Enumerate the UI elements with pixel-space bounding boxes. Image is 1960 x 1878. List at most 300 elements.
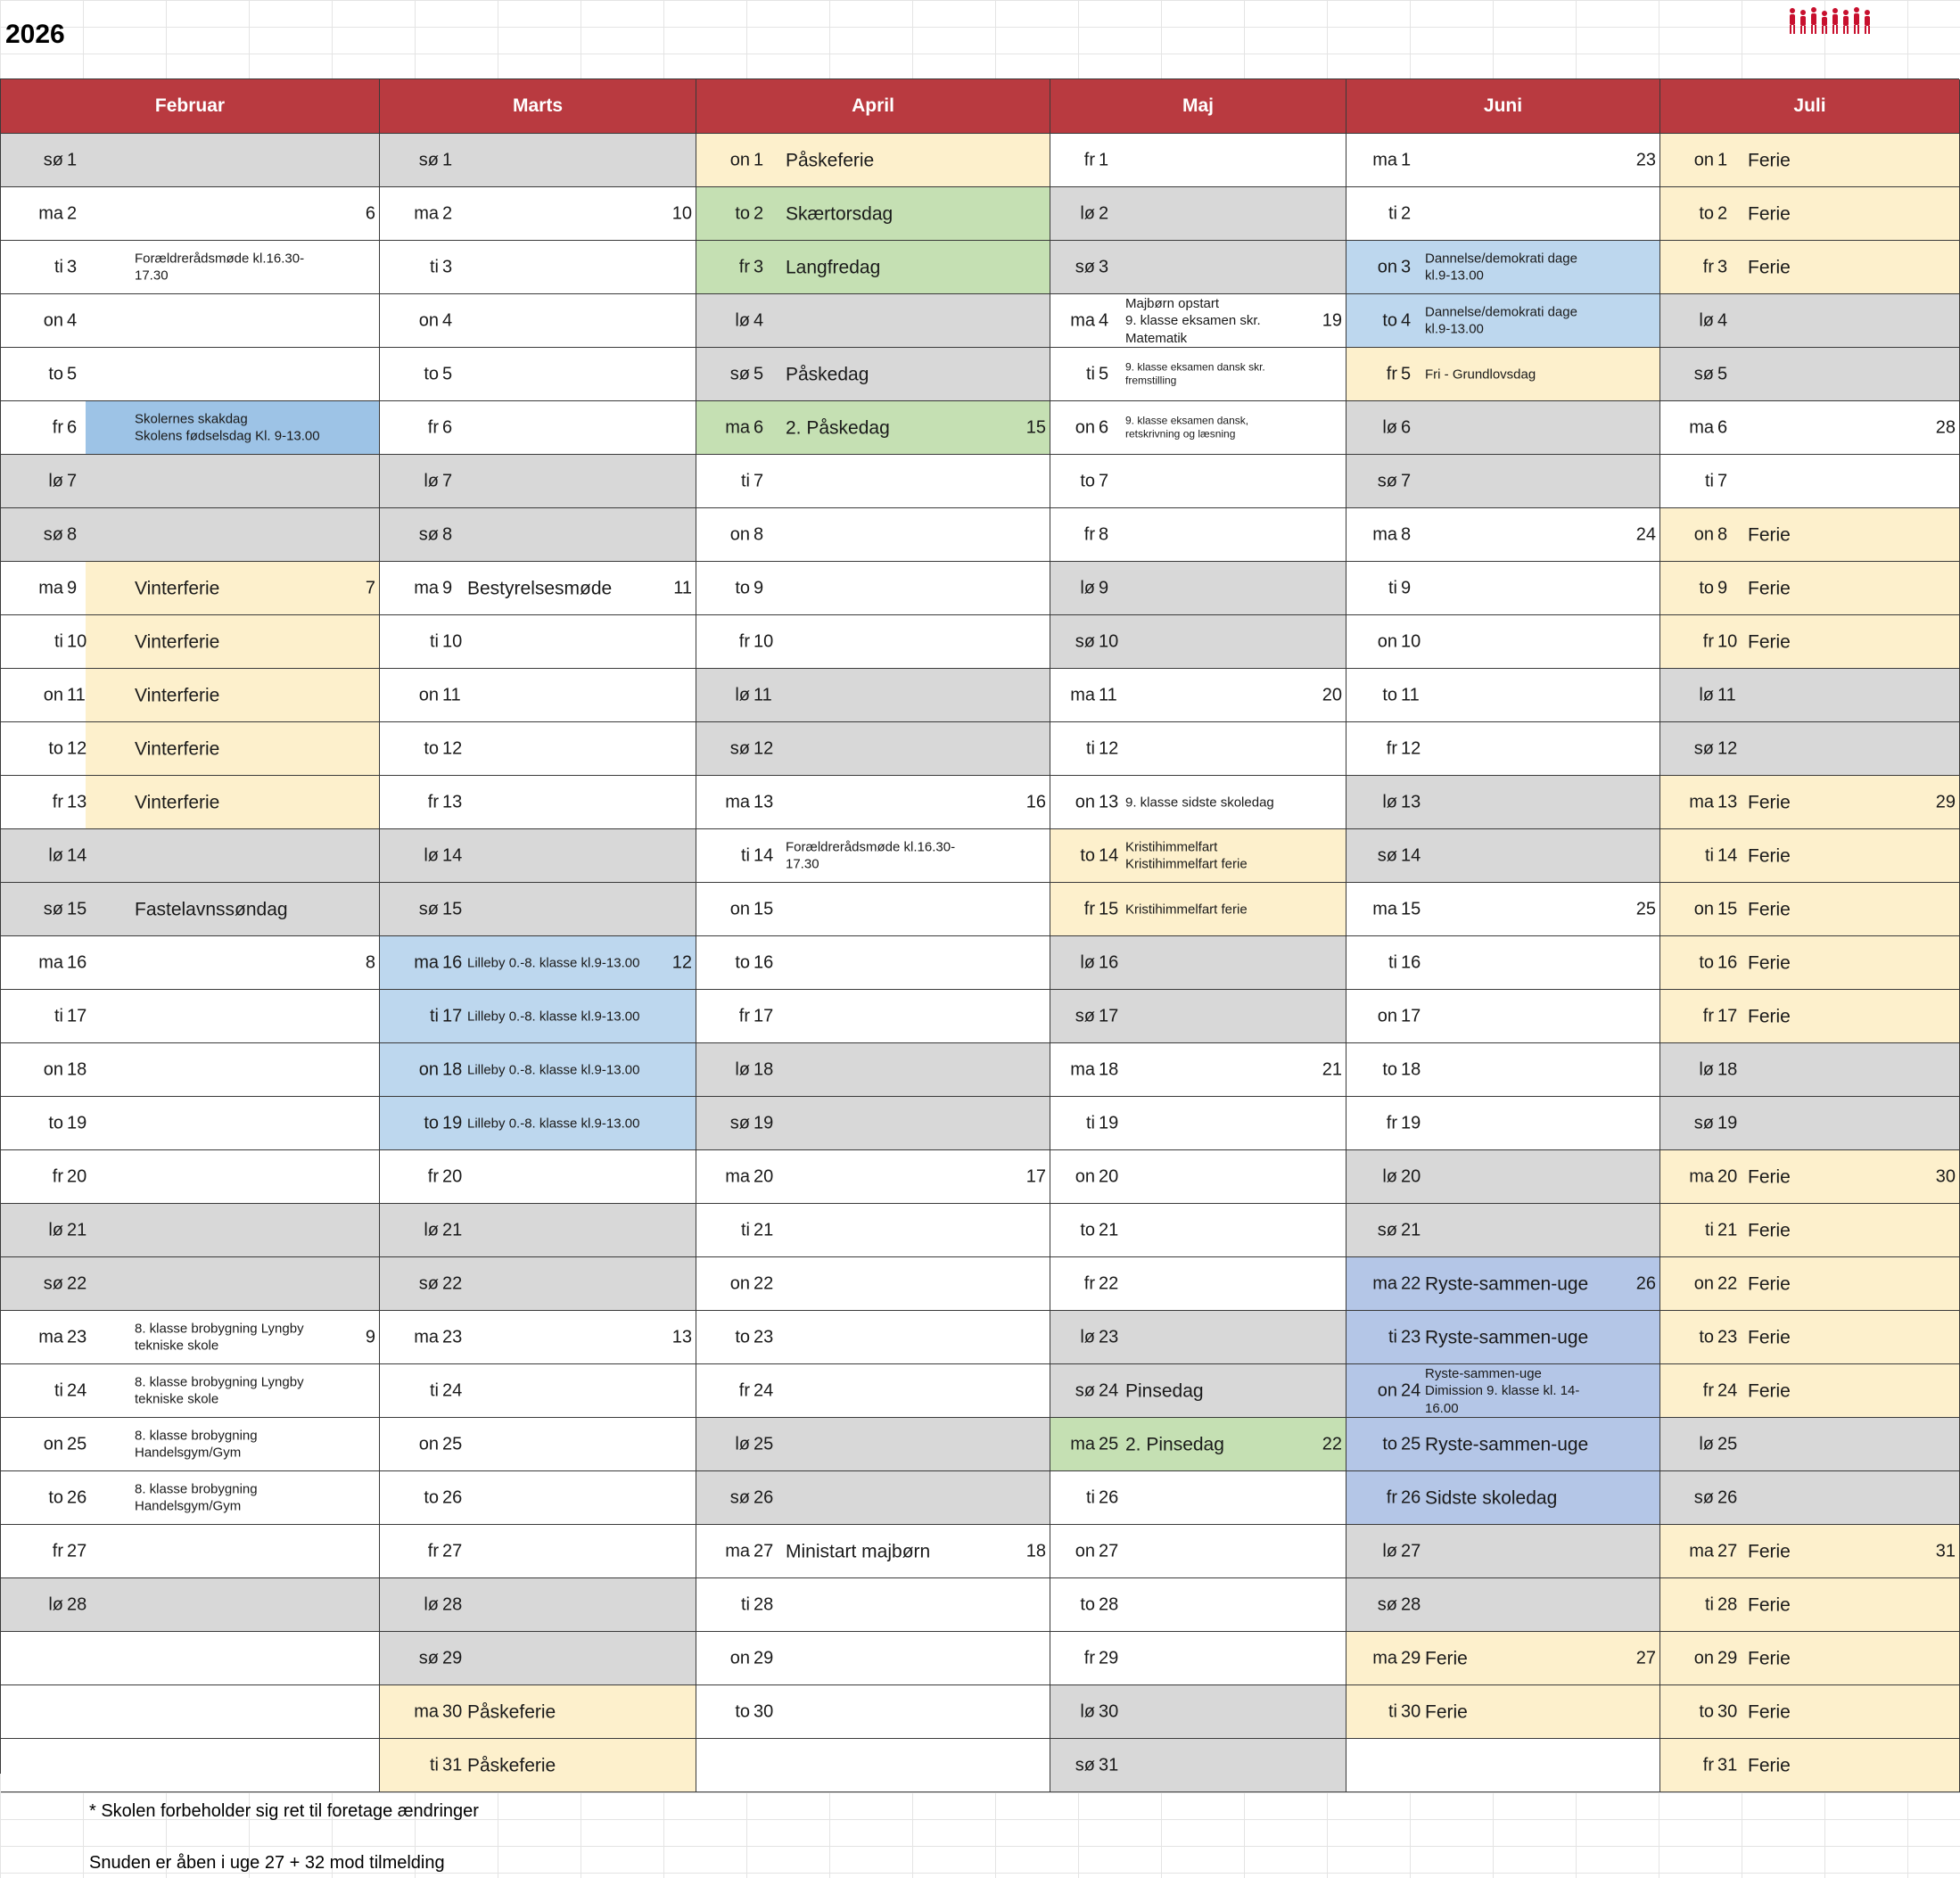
- week-number: 28: [1935, 417, 1956, 437]
- weekday-label: sø: [43, 524, 63, 544]
- day-cell[interactable]: [1, 455, 380, 508]
- day-cell[interactable]: [1346, 1418, 1660, 1471]
- day-number: 11: [1099, 685, 1117, 704]
- day-cell[interactable]: [1660, 455, 1960, 508]
- day-cell[interactable]: [1346, 1043, 1660, 1097]
- day-cell[interactable]: [380, 134, 696, 187]
- day-number: 20: [1717, 1166, 1738, 1186]
- empty-cell: [1, 1739, 380, 1792]
- day-cell[interactable]: [1, 1043, 380, 1097]
- day-cell[interactable]: [380, 562, 696, 615]
- weekday-label: to: [424, 1113, 439, 1133]
- day-cell[interactable]: [1660, 1418, 1960, 1471]
- weekday-label: fr: [1386, 1487, 1397, 1507]
- day-cell[interactable]: [1050, 1578, 1346, 1632]
- event-text: Ferie: [1748, 844, 1791, 866]
- day-cell[interactable]: [1050, 1685, 1346, 1739]
- day-number: 9: [442, 578, 453, 597]
- day-cell[interactable]: [1660, 1204, 1960, 1257]
- day-cell[interactable]: [696, 990, 1050, 1043]
- weekday-label: lø: [735, 310, 750, 330]
- day-cell[interactable]: [1, 669, 380, 722]
- day-cell[interactable]: [696, 829, 1050, 883]
- day-number: 8: [67, 524, 78, 544]
- day-number: 28: [1099, 1594, 1119, 1614]
- calendar-grid: [0, 78, 1959, 1774]
- day-cell[interactable]: [380, 1043, 696, 1097]
- weekday-label: ti: [54, 257, 63, 276]
- day-cell[interactable]: [1050, 562, 1346, 615]
- day-cell[interactable]: [696, 508, 1050, 562]
- day-number: 23: [1717, 1327, 1738, 1347]
- day-cell[interactable]: [1, 1311, 380, 1364]
- weekday-label: to: [48, 1113, 63, 1133]
- day-cell[interactable]: [1660, 776, 1960, 829]
- day-cell[interactable]: [1660, 241, 1960, 294]
- day-cell[interactable]: [380, 1525, 696, 1578]
- day-cell[interactable]: [1050, 241, 1346, 294]
- day-cell[interactable]: [380, 1311, 696, 1364]
- day-cell[interactable]: [380, 508, 696, 562]
- day-cell[interactable]: [380, 883, 696, 936]
- day-number: 18: [1717, 1059, 1738, 1079]
- day-number: 19: [1099, 1113, 1119, 1133]
- weekday-label: on: [1693, 524, 1714, 544]
- day-cell[interactable]: [1660, 1685, 1960, 1739]
- day-cell[interactable]: [1660, 1471, 1960, 1525]
- day-cell[interactable]: [1660, 508, 1960, 562]
- day-number: 30: [754, 1701, 774, 1721]
- day-cell[interactable]: [1660, 348, 1960, 401]
- day-cell[interactable]: [1660, 1150, 1960, 1204]
- day-cell[interactable]: [1050, 1739, 1346, 1792]
- weekday-label: ma: [1372, 1273, 1397, 1293]
- day-cell[interactable]: [380, 1578, 696, 1632]
- day-cell[interactable]: [1346, 883, 1660, 936]
- day-cell[interactable]: [696, 669, 1050, 722]
- weekday-label: sø: [729, 364, 750, 383]
- day-cell[interactable]: [1660, 1097, 1960, 1150]
- week-number: 21: [1322, 1059, 1342, 1079]
- day-cell[interactable]: [1660, 669, 1960, 722]
- day-number: 13: [754, 792, 774, 811]
- day-number: 29: [442, 1648, 463, 1668]
- day-cell[interactable]: [1050, 615, 1346, 669]
- day-number: 25: [1099, 1434, 1119, 1454]
- day-cell[interactable]: [1660, 134, 1960, 187]
- weekday-label: fr: [1702, 631, 1714, 651]
- day-cell[interactable]: [1346, 1364, 1660, 1418]
- day-number: 24: [754, 1380, 774, 1400]
- day-cell[interactable]: [1, 187, 380, 241]
- day-cell[interactable]: [380, 1204, 696, 1257]
- day-cell[interactable]: [380, 1150, 696, 1204]
- day-cell[interactable]: [1050, 294, 1346, 348]
- day-cell[interactable]: [1, 134, 380, 187]
- day-number: 4: [1099, 310, 1109, 330]
- day-cell[interactable]: [696, 1043, 1050, 1097]
- day-number: 13: [1099, 792, 1119, 811]
- event-text: Lilleby 0.-8. klasse kl.9-13.00: [467, 954, 640, 970]
- day-number: 28: [1401, 1594, 1421, 1614]
- weekday-label: ti: [1086, 738, 1095, 758]
- day-cell[interactable]: [1050, 669, 1346, 722]
- day-cell[interactable]: [696, 936, 1050, 990]
- day-number: 26: [1099, 1487, 1119, 1507]
- event-text: Lilleby 0.-8. klasse kl.9-13.00: [467, 1008, 640, 1024]
- day-cell[interactable]: [1050, 455, 1346, 508]
- day-cell[interactable]: [1, 615, 380, 669]
- day-cell[interactable]: [1, 401, 380, 455]
- weekday-label: ma: [1689, 1166, 1714, 1186]
- day-number: 21: [1401, 1220, 1421, 1240]
- day-cell[interactable]: [380, 990, 696, 1043]
- week-number: 29: [1935, 792, 1956, 811]
- day-cell[interactable]: [1660, 1043, 1960, 1097]
- weekday-label: ti: [1388, 1701, 1397, 1721]
- day-cell[interactable]: [380, 615, 696, 669]
- day-cell[interactable]: [1050, 1150, 1346, 1204]
- event-text: Ferie: [1748, 630, 1791, 652]
- day-number: 4: [1717, 310, 1728, 330]
- day-cell[interactable]: [1, 348, 380, 401]
- weekday-label: sø: [43, 899, 63, 918]
- day-cell[interactable]: [1346, 1632, 1660, 1685]
- weekday-label: lø: [424, 471, 439, 490]
- month-header: Juli: [1660, 79, 1960, 134]
- day-cell[interactable]: [1, 936, 380, 990]
- day-number: 16: [1401, 952, 1421, 972]
- day-number: 21: [754, 1220, 774, 1240]
- day-number: 16: [1099, 952, 1119, 972]
- day-cell[interactable]: [380, 1632, 696, 1685]
- day-cell[interactable]: [1346, 1204, 1660, 1257]
- day-cell[interactable]: [1050, 1043, 1346, 1097]
- day-cell[interactable]: [1660, 936, 1960, 990]
- week-number: 13: [671, 1327, 692, 1347]
- day-number: 23: [1099, 1327, 1119, 1347]
- day-cell[interactable]: [1, 829, 380, 883]
- day-cell[interactable]: [696, 1364, 1050, 1418]
- day-cell[interactable]: [1, 1097, 380, 1150]
- day-cell[interactable]: [1346, 1578, 1660, 1632]
- day-cell[interactable]: [1346, 294, 1660, 348]
- day-cell[interactable]: [1660, 1257, 1960, 1311]
- day-cell[interactable]: [1, 1364, 380, 1418]
- day-cell[interactable]: [696, 615, 1050, 669]
- day-cell[interactable]: [380, 1097, 696, 1150]
- day-number: 30: [1717, 1701, 1738, 1721]
- day-cell[interactable]: [380, 1685, 696, 1739]
- day-cell[interactable]: [1660, 883, 1960, 936]
- day-number: 8: [754, 524, 764, 544]
- day-cell[interactable]: [696, 187, 1050, 241]
- day-number: 10: [67, 631, 87, 651]
- day-cell[interactable]: [380, 776, 696, 829]
- day-number: 2: [67, 203, 78, 223]
- day-number: 17: [67, 1006, 87, 1025]
- weekday-label: lø: [48, 471, 63, 490]
- event-text: Vinterferie: [135, 577, 220, 598]
- day-cell[interactable]: [1660, 1311, 1960, 1364]
- day-number: 1: [67, 150, 78, 169]
- day-cell[interactable]: [1346, 455, 1660, 508]
- event-text: Ferie: [1748, 1166, 1791, 1187]
- weekday-label: ma: [1372, 524, 1397, 544]
- day-cell[interactable]: [1346, 1150, 1660, 1204]
- event-text: Ferie: [1748, 1005, 1791, 1026]
- day-cell[interactable]: [696, 776, 1050, 829]
- day-cell[interactable]: [1660, 401, 1960, 455]
- day-cell[interactable]: [1, 776, 380, 829]
- day-cell[interactable]: [1346, 615, 1660, 669]
- day-number: 12: [1099, 738, 1119, 758]
- day-number: 2: [442, 203, 453, 223]
- week-number: 11: [673, 578, 692, 597]
- day-number: 15: [754, 899, 774, 918]
- day-cell[interactable]: [380, 294, 696, 348]
- day-cell[interactable]: [1050, 1204, 1346, 1257]
- day-cell[interactable]: [1, 1257, 380, 1311]
- weekday-label: ma: [1372, 150, 1397, 169]
- day-number: 6: [1099, 417, 1109, 437]
- day-cell[interactable]: [1, 508, 380, 562]
- day-number: 10: [442, 631, 463, 651]
- day-cell[interactable]: [380, 669, 696, 722]
- day-cell[interactable]: [1346, 990, 1660, 1043]
- day-number: 28: [754, 1594, 774, 1614]
- day-cell[interactable]: [696, 1578, 1050, 1632]
- weekday-label: ti: [1388, 578, 1397, 597]
- weekday-label: on: [1377, 257, 1397, 276]
- weekday-label: to: [1382, 1434, 1397, 1454]
- weekday-label: lø: [1080, 952, 1095, 972]
- day-cell[interactable]: [1050, 1471, 1346, 1525]
- day-cell[interactable]: [696, 401, 1050, 455]
- day-cell[interactable]: [696, 134, 1050, 187]
- weekday-label: to: [1080, 845, 1095, 865]
- day-cell[interactable]: [696, 1150, 1050, 1204]
- day-cell[interactable]: [1660, 562, 1960, 615]
- weekday-label: to: [735, 203, 750, 223]
- day-cell[interactable]: [1050, 1525, 1346, 1578]
- day-cell[interactable]: [1050, 829, 1346, 883]
- day-cell[interactable]: [1050, 990, 1346, 1043]
- day-cell[interactable]: [1, 1471, 380, 1525]
- day-cell[interactable]: [1346, 562, 1660, 615]
- day-cell[interactable]: [696, 294, 1050, 348]
- day-cell[interactable]: [1, 1578, 380, 1632]
- day-cell[interactable]: [1, 241, 380, 294]
- day-cell[interactable]: [1346, 1525, 1660, 1578]
- day-cell[interactable]: [1, 294, 380, 348]
- day-cell[interactable]: [1050, 1311, 1346, 1364]
- day-cell[interactable]: [1660, 187, 1960, 241]
- day-cell[interactable]: [1346, 1685, 1660, 1739]
- day-cell[interactable]: [696, 455, 1050, 508]
- children-silhouettes-logo-icon: [1787, 5, 1873, 37]
- day-cell[interactable]: [380, 455, 696, 508]
- day-cell[interactable]: [1346, 722, 1660, 776]
- day-cell[interactable]: [1346, 1471, 1660, 1525]
- day-cell[interactable]: [380, 187, 696, 241]
- weekday-label: fr: [1702, 1755, 1714, 1775]
- day-number: 29: [1717, 1648, 1738, 1668]
- day-cell[interactable]: [1050, 1632, 1346, 1685]
- day-cell[interactable]: [1, 1150, 380, 1204]
- day-cell[interactable]: [380, 1364, 696, 1418]
- day-cell[interactable]: [1346, 936, 1660, 990]
- footer-note-snuden: Snuden er åben i uge 27 + 32 mod tilmelding: [89, 1853, 445, 1873]
- day-number: 1: [1099, 150, 1109, 169]
- day-cell[interactable]: [1346, 1097, 1660, 1150]
- day-cell[interactable]: [1346, 348, 1660, 401]
- day-cell[interactable]: [696, 348, 1050, 401]
- weekday-label: lø: [424, 845, 439, 865]
- event-text: Ferie: [1748, 202, 1791, 224]
- weekday-label: ti: [1705, 1594, 1714, 1614]
- day-number: 4: [1401, 310, 1412, 330]
- day-number: 1: [754, 150, 764, 169]
- event-text: Ryste-sammen-uge: [1425, 1433, 1589, 1454]
- day-cell[interactable]: [1660, 294, 1960, 348]
- day-cell[interactable]: [1050, 722, 1346, 776]
- day-cell[interactable]: [380, 401, 696, 455]
- weekday-label: lø: [1699, 1434, 1714, 1454]
- day-cell[interactable]: [1, 883, 380, 936]
- weekday-label: fr: [1702, 257, 1714, 276]
- day-cell[interactable]: [380, 1257, 696, 1311]
- day-cell[interactable]: [380, 936, 696, 990]
- event-text: Langfredag: [786, 256, 881, 277]
- day-number: 9: [1099, 578, 1109, 597]
- weekday-label: to: [1080, 471, 1095, 490]
- day-cell[interactable]: [696, 883, 1050, 936]
- event-text: Kristihimmelfart ferie: [1125, 901, 1248, 917]
- day-cell[interactable]: [1346, 187, 1660, 241]
- day-cell[interactable]: [1346, 241, 1660, 294]
- day-cell[interactable]: [1050, 936, 1346, 990]
- day-cell[interactable]: [1, 562, 380, 615]
- day-cell[interactable]: [1050, 348, 1346, 401]
- day-cell[interactable]: [1, 1418, 380, 1471]
- day-cell[interactable]: [1346, 401, 1660, 455]
- day-cell[interactable]: [1, 1525, 380, 1578]
- day-cell[interactable]: [696, 1257, 1050, 1311]
- day-cell[interactable]: [1, 722, 380, 776]
- day-cell[interactable]: [1660, 1632, 1960, 1685]
- day-number: 19: [754, 1113, 774, 1133]
- day-cell[interactable]: [380, 241, 696, 294]
- day-cell[interactable]: [696, 1418, 1050, 1471]
- weekday-label: fr: [1083, 1273, 1095, 1293]
- day-cell[interactable]: [1050, 776, 1346, 829]
- day-cell[interactable]: [1660, 722, 1960, 776]
- day-number: 24: [1717, 1380, 1738, 1400]
- day-cell[interactable]: [380, 1739, 696, 1792]
- day-cell[interactable]: [1346, 1257, 1660, 1311]
- day-number: 9: [754, 578, 764, 597]
- day-cell[interactable]: [1346, 776, 1660, 829]
- day-cell[interactable]: [1050, 187, 1346, 241]
- day-number: 2: [1717, 203, 1728, 223]
- day-cell[interactable]: [380, 1471, 696, 1525]
- day-cell[interactable]: [1050, 401, 1346, 455]
- day-number: 19: [1401, 1113, 1421, 1133]
- day-cell[interactable]: [1660, 990, 1960, 1043]
- day-number: 27: [1099, 1541, 1119, 1561]
- weekday-label: to: [735, 578, 750, 597]
- weekday-label: lø: [735, 685, 750, 704]
- day-cell[interactable]: [1, 990, 380, 1043]
- day-cell[interactable]: [1346, 1311, 1660, 1364]
- day-cell[interactable]: [696, 722, 1050, 776]
- weekday-label: ti: [54, 1006, 63, 1025]
- day-cell[interactable]: [1660, 615, 1960, 669]
- day-number: 22: [1099, 1273, 1119, 1293]
- day-cell[interactable]: [1346, 134, 1660, 187]
- day-cell[interactable]: [696, 1311, 1050, 1364]
- day-cell[interactable]: [1660, 1364, 1960, 1418]
- day-cell[interactable]: [696, 1204, 1050, 1257]
- day-cell[interactable]: [696, 562, 1050, 615]
- day-cell[interactable]: [380, 722, 696, 776]
- day-cell[interactable]: [1346, 829, 1660, 883]
- event-text: Ferie: [1748, 1273, 1791, 1294]
- day-cell[interactable]: [1050, 1257, 1346, 1311]
- month-header: Juni: [1346, 79, 1660, 134]
- day-cell[interactable]: [1660, 1739, 1960, 1792]
- day-number: 28: [67, 1594, 87, 1614]
- day-cell[interactable]: [380, 829, 696, 883]
- day-cell[interactable]: [1660, 829, 1960, 883]
- day-cell[interactable]: [380, 1418, 696, 1471]
- day-number: 23: [442, 1327, 463, 1347]
- day-number: 26: [67, 1487, 87, 1507]
- day-cell[interactable]: [1050, 1418, 1346, 1471]
- weekday-label: ti: [430, 1755, 439, 1775]
- day-cell[interactable]: [696, 1525, 1050, 1578]
- day-number: 26: [1717, 1487, 1738, 1507]
- day-cell[interactable]: [380, 348, 696, 401]
- day-cell[interactable]: [1050, 508, 1346, 562]
- day-cell[interactable]: [1050, 134, 1346, 187]
- weekday-label: to: [1382, 685, 1397, 704]
- day-cell[interactable]: [696, 1097, 1050, 1150]
- day-cell[interactable]: [1050, 1364, 1346, 1418]
- weekday-label: ti: [741, 1220, 750, 1240]
- day-cell[interactable]: [1660, 1525, 1960, 1578]
- month-header: Maj: [1050, 79, 1346, 134]
- day-cell[interactable]: [1346, 508, 1660, 562]
- day-cell[interactable]: [1, 1204, 380, 1257]
- weekday-label: to: [1699, 203, 1714, 223]
- day-cell[interactable]: [696, 1471, 1050, 1525]
- day-cell[interactable]: [1346, 669, 1660, 722]
- day-cell[interactable]: [1050, 883, 1346, 936]
- event-text: Ferie: [1748, 523, 1791, 545]
- day-cell[interactable]: [1050, 1097, 1346, 1150]
- day-cell[interactable]: [696, 1685, 1050, 1739]
- day-cell[interactable]: [696, 241, 1050, 294]
- day-cell[interactable]: [1660, 1578, 1960, 1632]
- day-number: 18: [67, 1059, 87, 1079]
- weekday-label: fr: [52, 792, 63, 811]
- day-cell[interactable]: [696, 1632, 1050, 1685]
- day-number: 9: [1717, 578, 1728, 597]
- week-number: 30: [1935, 1166, 1956, 1186]
- weekday-label: sø: [418, 1648, 439, 1668]
